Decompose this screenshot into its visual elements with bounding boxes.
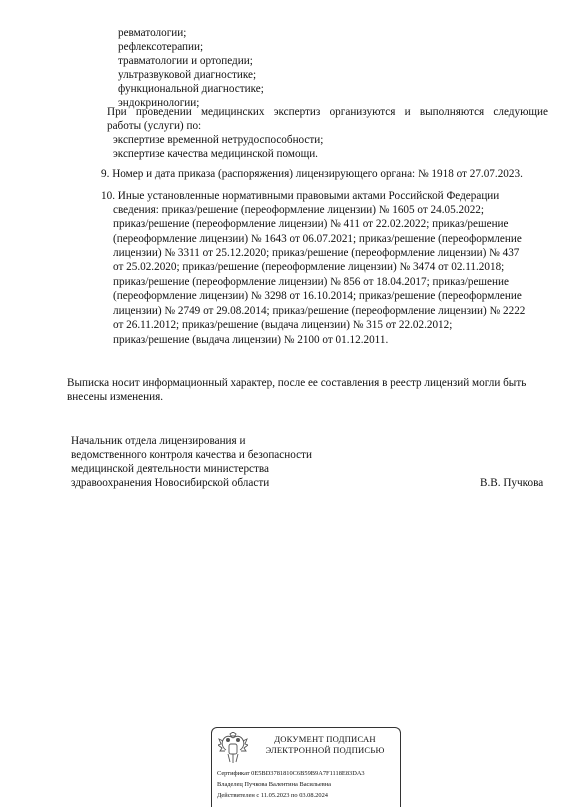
other-info-line: (переоформление лицензии) № 1643 от 06.07.2021; приказ/решение (переоформление	[113, 233, 522, 245]
notice-text: Выписка носит информационный характер, после ее составления в реестр лицензий могли быть	[67, 377, 527, 389]
electronic-signature-stamp	[211, 727, 401, 807]
specialty-item: ультразвуковой диагностике;	[118, 69, 257, 81]
other-info-line: приказ/решение (выдача лицензии) № 2100 от 01.12.2011.	[113, 334, 389, 346]
signatory-position: здравоохранения Новосибирской области	[71, 477, 270, 489]
signatory-position: Начальник отдела лицензирования и	[71, 435, 246, 447]
expertise-intro: При проведении медицинских экспертиз организуются и выполняются следующие	[107, 106, 548, 118]
specialty-item: травматологии и ортопедии;	[118, 55, 253, 67]
other-info-line: приказ/решение (переоформление лицензии) № 856 от 18.04.2017; приказ/решение	[113, 276, 509, 288]
order-number-item: 9. Номер и дата приказа (распоряжения) лицензирующего органа: № 1918 от 27.07.2023.	[101, 168, 523, 180]
expertise-item: экспертизе временной нетрудоспособности;	[113, 134, 324, 146]
specialty-item: эндокринологии;	[118, 97, 200, 109]
coat-of-arms-icon	[218, 732, 248, 766]
stamp-title: ДОКУМЕНТ ПОДПИСАН	[274, 734, 376, 744]
notice-text: внесены изменения.	[67, 391, 164, 403]
signatory-name: В.В. Пучкова	[480, 477, 544, 489]
expertise-item: экспертизе качества медицинской помощи.	[113, 148, 318, 160]
other-info-line: лицензии) № 3311 от 25.12.2020; приказ/решение (переоформление лицензии) № 437	[113, 247, 520, 259]
other-info-line: (переоформление лицензии) № 3298 от 16.10.2014; приказ/решение (переоформление	[113, 290, 522, 302]
expertise-intro: работы (услуги) по:	[107, 120, 202, 132]
signatory-position: медицинской деятельности министерства	[71, 463, 269, 475]
other-info-line: 10. Иные установленные нормативными правовыми актами Российской Федерации	[101, 190, 500, 202]
signatory-position: ведомственного контроля качества и безопасности	[71, 449, 312, 461]
specialty-item: рефлексотерапии;	[118, 41, 204, 53]
specialty-item: функциональной диагностике;	[118, 83, 264, 95]
other-info-line: сведения: приказ/решение (переоформление лицензии) № 1605 от 24.05.2022;	[113, 204, 485, 216]
other-info-line: приказ/решение (переоформление лицензии) № 411 от 22.02.2022; приказ/решение	[113, 218, 509, 230]
other-info-line: лицензии) № 2749 от 29.08.2014; приказ/решение (переоформление лицензии) № 2222	[113, 305, 526, 317]
stamp-title: ЭЛЕКТРОННОЙ ПОДПИСЬЮ	[265, 744, 385, 755]
stamp-owner: Владелец Пучкова Валентина Васильевна	[217, 781, 332, 788]
stamp-validity: Действителен с 11.05.2023 по 03.08.2024	[217, 792, 328, 799]
other-info-line: от 25.02.2020; приказ/решение (переоформление лицензии) № 3474 от 02.11.2018;	[113, 261, 505, 273]
specialty-item: ревматологии;	[118, 27, 187, 39]
other-info-line: от 26.11.2012; приказ/решение (выдача лицензии) № 315 от 22.02.2012;	[113, 319, 453, 331]
stamp-certificate: Сертификат 0E5BD3781810C6B59B9A7F1118E83DA3	[217, 770, 365, 777]
